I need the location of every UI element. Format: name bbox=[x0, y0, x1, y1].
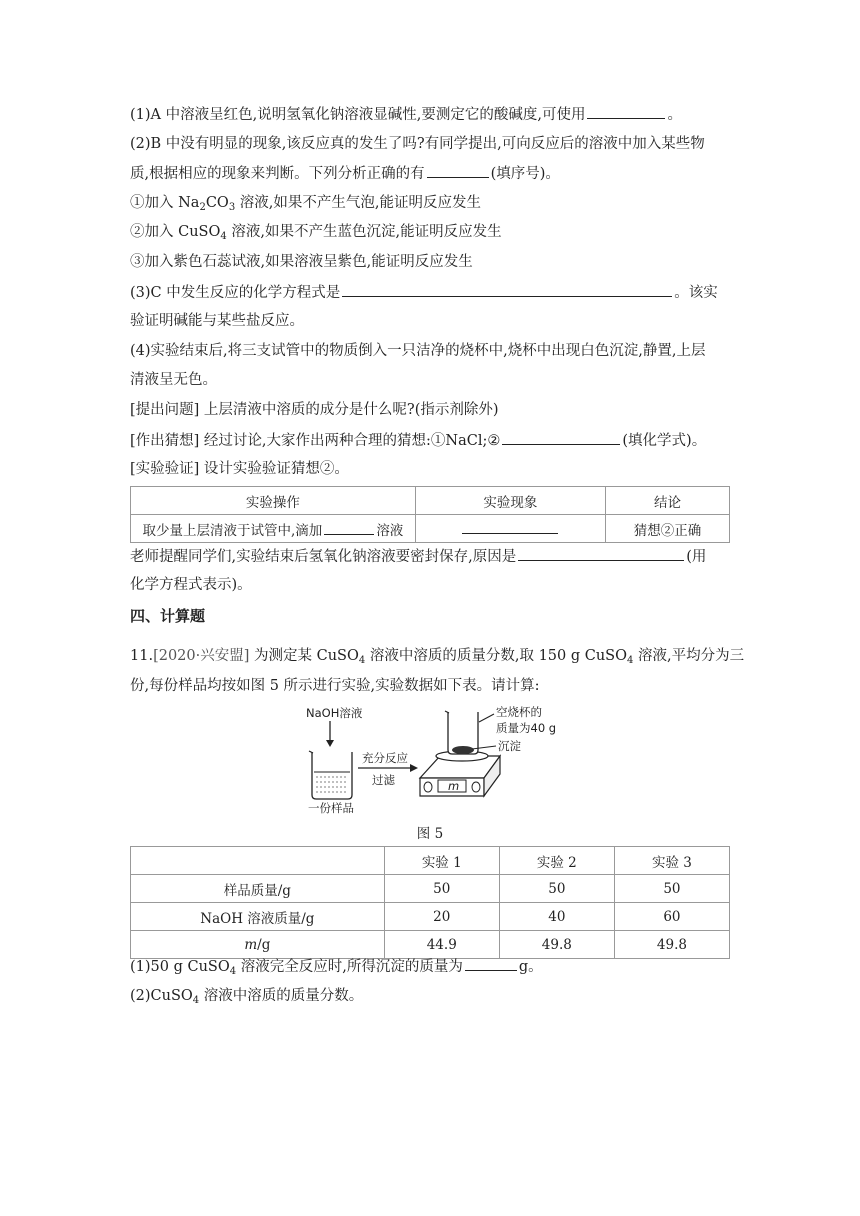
table-row bbox=[131, 931, 730, 959]
data-table bbox=[130, 846, 730, 959]
table-header: 结论 bbox=[606, 487, 730, 515]
answer-blank[interactable] bbox=[518, 546, 684, 561]
guess-text: [作出猜想] 经过讨论,大家作出两种合理的猜想:①NaCl;② bbox=[130, 433, 501, 449]
table-header-row bbox=[131, 487, 730, 515]
sample-beaker-icon bbox=[309, 751, 352, 799]
p1-text: 溶液完全反应时,所得沉淀的质量为 bbox=[236, 959, 463, 975]
table-header: 实验 1 bbox=[384, 847, 499, 875]
question-11-line1 bbox=[130, 646, 744, 666]
p2-text: 溶液中溶质的质量分数。 bbox=[199, 988, 364, 1004]
q11-text: 为测定某 CuSO bbox=[249, 648, 359, 664]
opt2-text: ②加入 CuSO bbox=[130, 224, 221, 240]
make-guess bbox=[130, 430, 706, 451]
table-header bbox=[131, 847, 385, 875]
teacher-reminder-line2: 化学方程式表示)。 bbox=[130, 577, 252, 593]
q2-text: 质,根据相应的现象来判断。下列分析正确的有 bbox=[130, 166, 425, 182]
sub-question-2 bbox=[130, 986, 363, 1006]
p1-text: g。 bbox=[518, 959, 543, 975]
q2-end: (填序号)。 bbox=[490, 166, 560, 182]
option-1 bbox=[130, 193, 481, 213]
opt1-text: CO bbox=[205, 195, 229, 211]
subscript: 2 bbox=[199, 202, 206, 213]
question-11-line2: 份,每份样品均按如图 5 所示进行实验,实验数据如下表。请计算: bbox=[130, 678, 540, 694]
table-cell: 40 bbox=[499, 903, 614, 931]
question-3-line2: 验证明碱能与某些盐反应。 bbox=[130, 313, 304, 329]
table-cell: 50 bbox=[384, 875, 499, 903]
table-header-row bbox=[131, 847, 730, 875]
cell-text: 取少量上层清液于试管中,滴加 bbox=[142, 522, 323, 539]
experiment-figure bbox=[300, 700, 570, 818]
question-4-line2: 清液呈无色。 bbox=[130, 372, 217, 388]
table-cell-conclusion: 猜想②正确 bbox=[606, 515, 730, 543]
table-cell-operation bbox=[131, 515, 416, 543]
teacher-text: 老师提醒同学们,实验结束后氢氧化钠溶液要密封保存,原因是 bbox=[130, 549, 517, 565]
row-label: 样品质量/g bbox=[131, 875, 385, 903]
ask-question: [提出问题] 上层清液中溶质的成分是什么呢?(指示剂除外) bbox=[130, 402, 499, 418]
q11-text: 溶液,平均分为三 bbox=[633, 648, 745, 664]
teacher-text: (用 bbox=[686, 549, 707, 565]
row-label: NaOH 溶液质量/g bbox=[131, 903, 385, 931]
arrow-head bbox=[326, 740, 334, 747]
table-header: 实验 3 bbox=[614, 847, 729, 875]
answer-blank[interactable] bbox=[427, 163, 489, 178]
question-1 bbox=[130, 104, 682, 125]
precipitate-label: 沉淀 bbox=[498, 739, 521, 753]
answer-blank[interactable] bbox=[342, 282, 672, 297]
answer-blank[interactable] bbox=[502, 430, 620, 445]
question-4-line1: (4)实验结束后,将三支试管中的物质倒入一只洁净的烧杯中,烧杯中出现白色沉淀,静置,上层 bbox=[130, 343, 706, 359]
question-2-line2 bbox=[130, 163, 560, 184]
opt1-text: 溶液,如果不产生气泡,能证明反应发生 bbox=[235, 195, 482, 211]
q3-text: (3)C 中发生反应的化学方程式是 bbox=[130, 285, 341, 301]
question-3 bbox=[130, 282, 718, 303]
table-cell: 60 bbox=[614, 903, 729, 931]
table-cell: 50 bbox=[614, 875, 729, 903]
callout-line bbox=[479, 714, 494, 722]
answer-blank[interactable] bbox=[465, 956, 517, 971]
question-2-line1: (2)B 中没有明显的现象,该反应真的发生了吗?有同学提出,可向反应后的溶液中加入某些物 bbox=[130, 136, 705, 152]
subscript: 4 bbox=[220, 231, 227, 242]
table-row bbox=[131, 515, 730, 543]
label-unit: /g bbox=[257, 936, 271, 953]
answer-blank[interactable] bbox=[587, 104, 665, 119]
q11-text: 溶液中溶质的质量分数,取 150 g CuSO bbox=[365, 648, 628, 664]
process-arrow-head bbox=[410, 764, 418, 772]
step-label-1: 充分反应 bbox=[362, 751, 408, 765]
section-title: 四、计算题 bbox=[130, 607, 206, 625]
question-number: 11. bbox=[130, 648, 154, 664]
experiment-table bbox=[130, 486, 730, 543]
subscript: 4 bbox=[229, 966, 237, 977]
beaker-note-line1: 空烧杯的 bbox=[496, 705, 542, 719]
subscript: 4 bbox=[627, 655, 634, 666]
answer-blank[interactable] bbox=[462, 519, 558, 534]
option-3: ③加入紫色石蕊试液,如果溶液呈紫色,能证明反应发生 bbox=[130, 254, 473, 270]
step-label-2: 过滤 bbox=[372, 773, 395, 787]
p1-text: (1)50 g CuSO bbox=[130, 959, 230, 975]
sample-label: 一份样品 bbox=[308, 801, 354, 815]
table-header: 实验现象 bbox=[415, 487, 605, 515]
table-cell: 49.8 bbox=[614, 931, 729, 959]
question-source: [2020·兴安盟] bbox=[153, 648, 250, 664]
subscript: 4 bbox=[192, 995, 200, 1006]
beaker-note-line2: 质量为40 g bbox=[496, 721, 557, 735]
answer-blank[interactable] bbox=[324, 520, 374, 535]
table-cell: 44.9 bbox=[384, 931, 499, 959]
figure-caption: 图 5 bbox=[416, 826, 444, 842]
subscript: 4 bbox=[358, 655, 366, 666]
table-cell: 20 bbox=[384, 903, 499, 931]
table-row bbox=[131, 875, 730, 903]
label-italic: m bbox=[244, 936, 258, 953]
table-cell: 50 bbox=[499, 875, 614, 903]
p2-text: (2)CuSO bbox=[130, 988, 193, 1004]
option-2 bbox=[130, 222, 502, 242]
table-cell: 49.8 bbox=[499, 931, 614, 959]
q1-end: 。 bbox=[667, 107, 682, 123]
guess-text: (填化学式)。 bbox=[622, 433, 707, 449]
opt2-text: 溶液,如果不产生蓝色沉淀,能证明反应发生 bbox=[226, 224, 502, 240]
table-row bbox=[131, 903, 730, 931]
table-header: 实验操作 bbox=[131, 487, 416, 515]
table-cell-phenomenon bbox=[415, 515, 605, 543]
opt1-text: ①加入 Na bbox=[130, 195, 200, 211]
table-header: 实验 2 bbox=[499, 847, 614, 875]
balance-scale-icon bbox=[420, 751, 500, 796]
empty-beaker-icon bbox=[445, 711, 478, 754]
sub-question-1 bbox=[130, 956, 543, 977]
q3-text: 。该实 bbox=[674, 285, 718, 301]
scale-readout: m bbox=[448, 779, 460, 793]
q1-text: (1)A 中溶液呈红色,说明氢氧化钠溶液显碱性,要测定它的酸碱度,可使用 bbox=[130, 107, 586, 123]
teacher-reminder bbox=[130, 546, 706, 567]
row-label bbox=[131, 931, 385, 959]
cell-text: 溶液 bbox=[376, 522, 404, 539]
naoh-label: NaOH溶液 bbox=[306, 706, 363, 720]
subscript: 3 bbox=[228, 202, 236, 213]
verify: [实验验证] 设计实验验证猜想②。 bbox=[130, 461, 349, 477]
